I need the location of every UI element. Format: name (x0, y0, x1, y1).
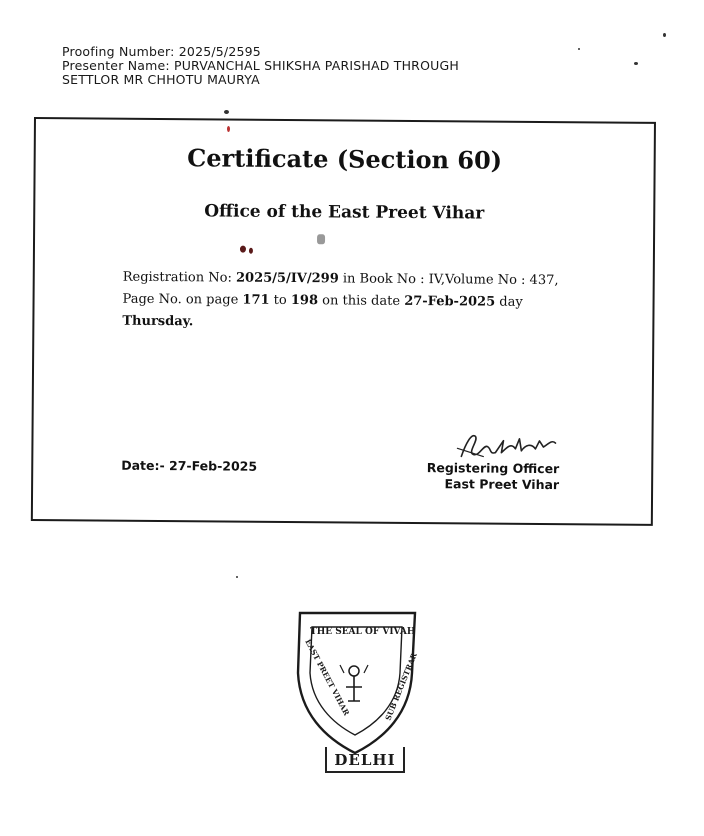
page-to: 198 (290, 293, 319, 309)
ink-mark (317, 234, 325, 244)
presenter-info (62, 45, 459, 87)
registering-officer (427, 460, 560, 493)
page-prefix: Page No. on page (122, 291, 239, 308)
date-prefix: on this date (322, 293, 401, 309)
officer-signature (453, 426, 573, 463)
scan-speck (663, 33, 666, 37)
certificate-title: Certificate (Section 60) (187, 143, 503, 175)
registration-date: 27-Feb-2025 (404, 293, 496, 310)
seal-city: DELHI (325, 747, 405, 773)
office-name: Office of the East Preet Vihar (204, 201, 485, 224)
seal-top-text: THE SEAL OF VIVAH (310, 627, 416, 637)
certificate-box (31, 117, 656, 526)
scan-speck (236, 576, 238, 578)
registration-number: 2025/5/IV/299 (235, 270, 339, 287)
weekday: Thursday. (122, 313, 194, 330)
seal-right-text: SUB REGISTRAR (383, 651, 419, 722)
page-from: 171 (242, 292, 270, 308)
ink-mark (249, 248, 253, 254)
ink-mark (240, 246, 246, 253)
proofing-number: Proofing Number: 2025/5/2595 (62, 44, 261, 59)
registration-details (122, 267, 593, 337)
officer-place: East Preet Vihar (444, 476, 560, 493)
presenter-name-line2: SETTLOR MR CHHOTU MAURYA (62, 72, 260, 87)
scan-speck (224, 110, 229, 114)
book-volume-text: in Book No : IV,Volume No : 437, (342, 271, 559, 289)
certificate-date: Date:- 27-Feb-2025 (121, 457, 258, 474)
seal-left-text: EAST PREET VIHAR (303, 637, 352, 718)
scan-speck (634, 62, 638, 65)
page-to-word: to (273, 292, 287, 308)
officer-title: Registering Officer (426, 460, 560, 477)
presenter-name-line1: Presenter Name: PURVANCHAL SHIKSHA PARISHAD THROUGH (62, 58, 459, 73)
registration-label: Registration No: (122, 269, 232, 286)
seal-emblem-icon (340, 665, 368, 701)
scan-speck (578, 48, 580, 50)
day-word: day (499, 294, 523, 310)
